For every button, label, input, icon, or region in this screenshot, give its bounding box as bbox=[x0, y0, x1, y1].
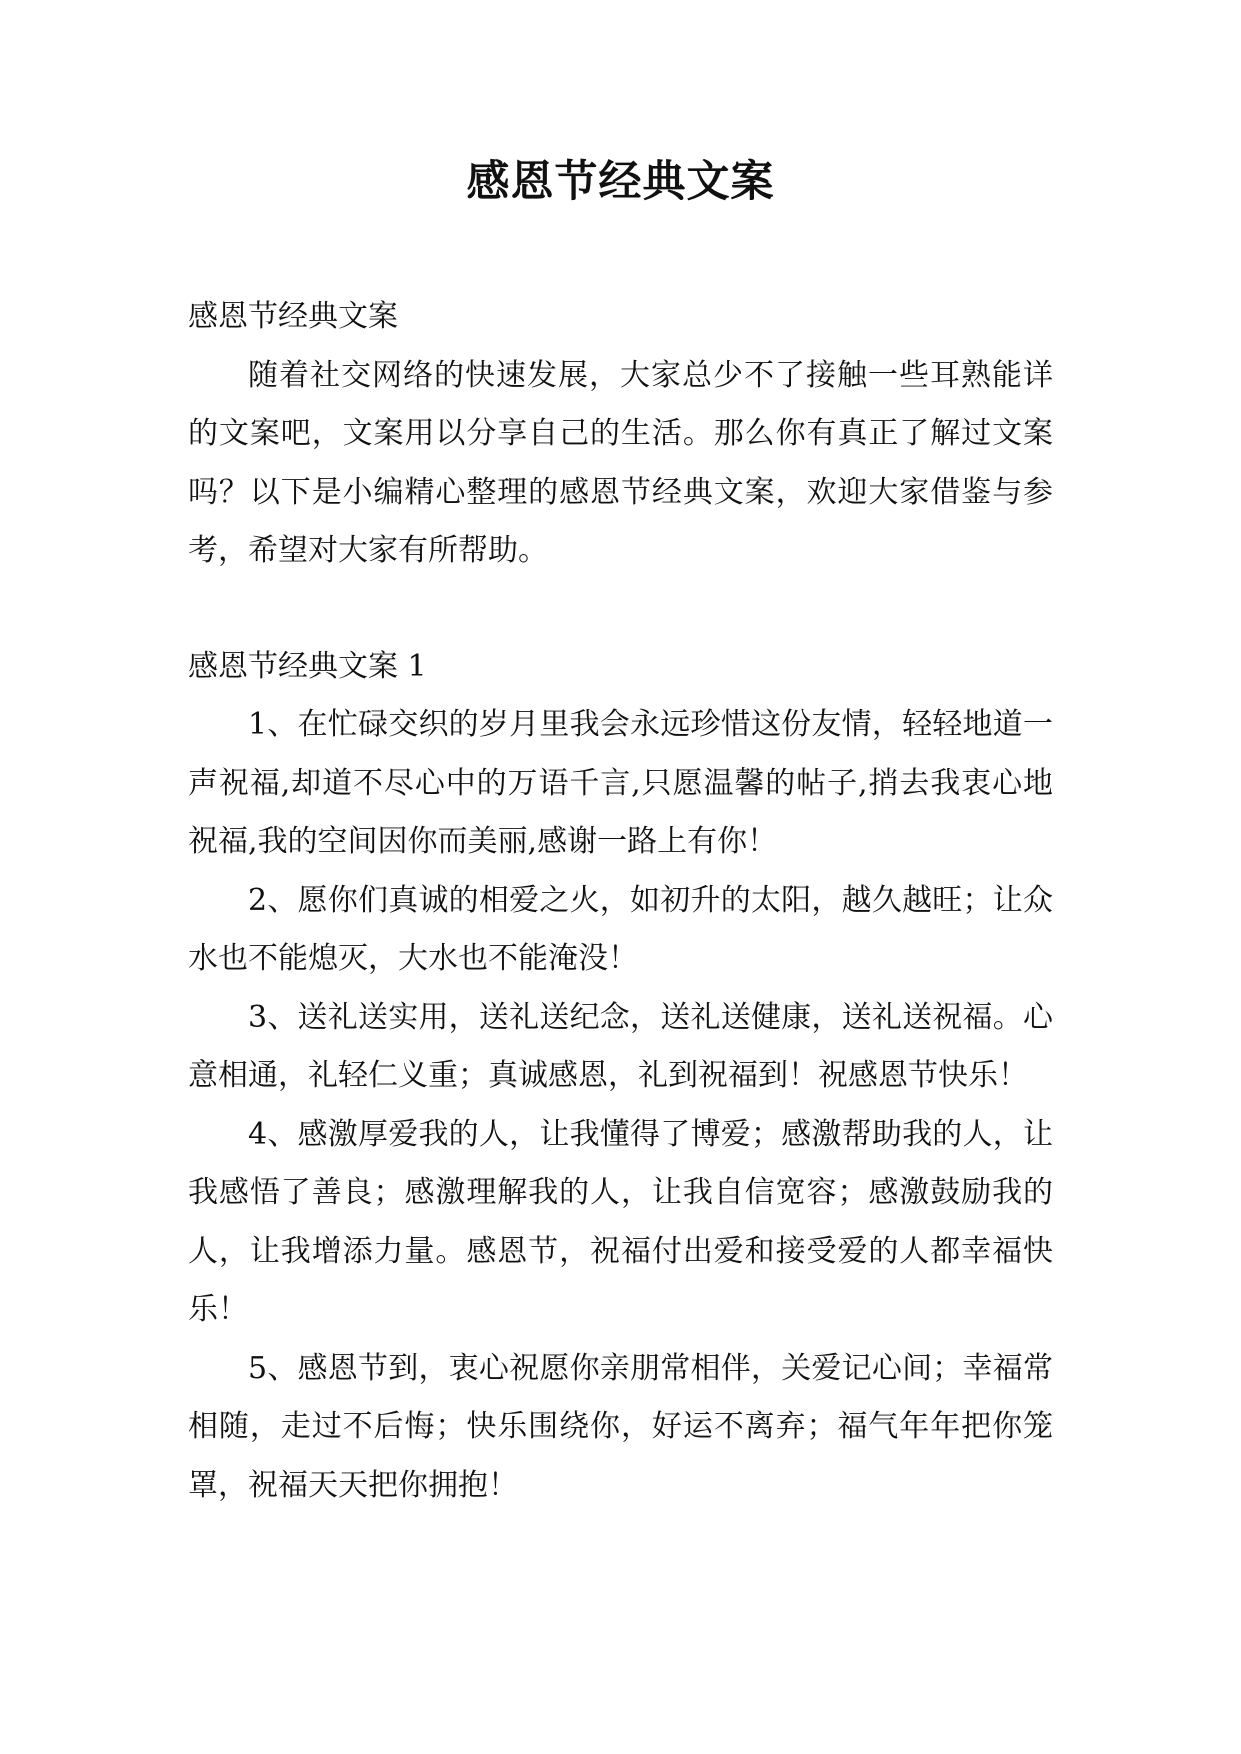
list-item-4: 4、感激厚爱我的人，让我懂得了博爱；感激帮助我的人，让我感悟了善良；感激理解我的人，让我自信宽容；感激鼓励我的人，让我增添力量。感恩节，祝福付出爱和接受爱的人都幸福快乐！ bbox=[188, 1116, 1053, 1327]
intro-heading: 感恩节经典文案 bbox=[188, 299, 398, 334]
list-item-2: 2、愿你们真诚的相爱之火，如初升的太阳，越久越旺；让众水也不能熄灭，大水也不能淹没！ bbox=[188, 882, 1053, 976]
list-item-1: 1、在忙碌交织的岁月里我会永远珍惜这份友情，轻轻地道一声祝福,却道不尽心中的万语千言,只愿温馨的帖子,捎去我衷心地祝福,我的空间因你而美丽,感谢一路上有你！ bbox=[188, 707, 1053, 859]
list-item-3: 3、送礼送实用，送礼送纪念，送礼送健康，送礼送祝福。心意相通，礼轻仁义重；真诚感恩，礼到祝福到！祝感恩节快乐！ bbox=[188, 999, 1053, 1093]
document-title: 感恩节经典文案 bbox=[466, 157, 775, 207]
list-item-5: 5、感恩节到，衷心祝愿你亲朋常相伴，关爱记心间；幸福常相随，走过不后悔；快乐围绕你，好运不离弃；福气年年把你笼罩，祝福天天把你拥抱！ bbox=[188, 1350, 1053, 1503]
intro-paragraph: 随着社交网络的快速发展，大家总少不了接触一些耳熟能详的文案吧，文案用以分享自己的生活。那么你有真正了解过文案吗？以下是小编精心整理的感恩节经典文案，欢迎大家借鉴与参考，希望对大家有所帮助。 bbox=[188, 357, 1053, 568]
document-body bbox=[188, 288, 1053, 1515]
section-heading: 感恩节经典文案 1 bbox=[188, 648, 427, 684]
section-spacer bbox=[188, 581, 1053, 638]
